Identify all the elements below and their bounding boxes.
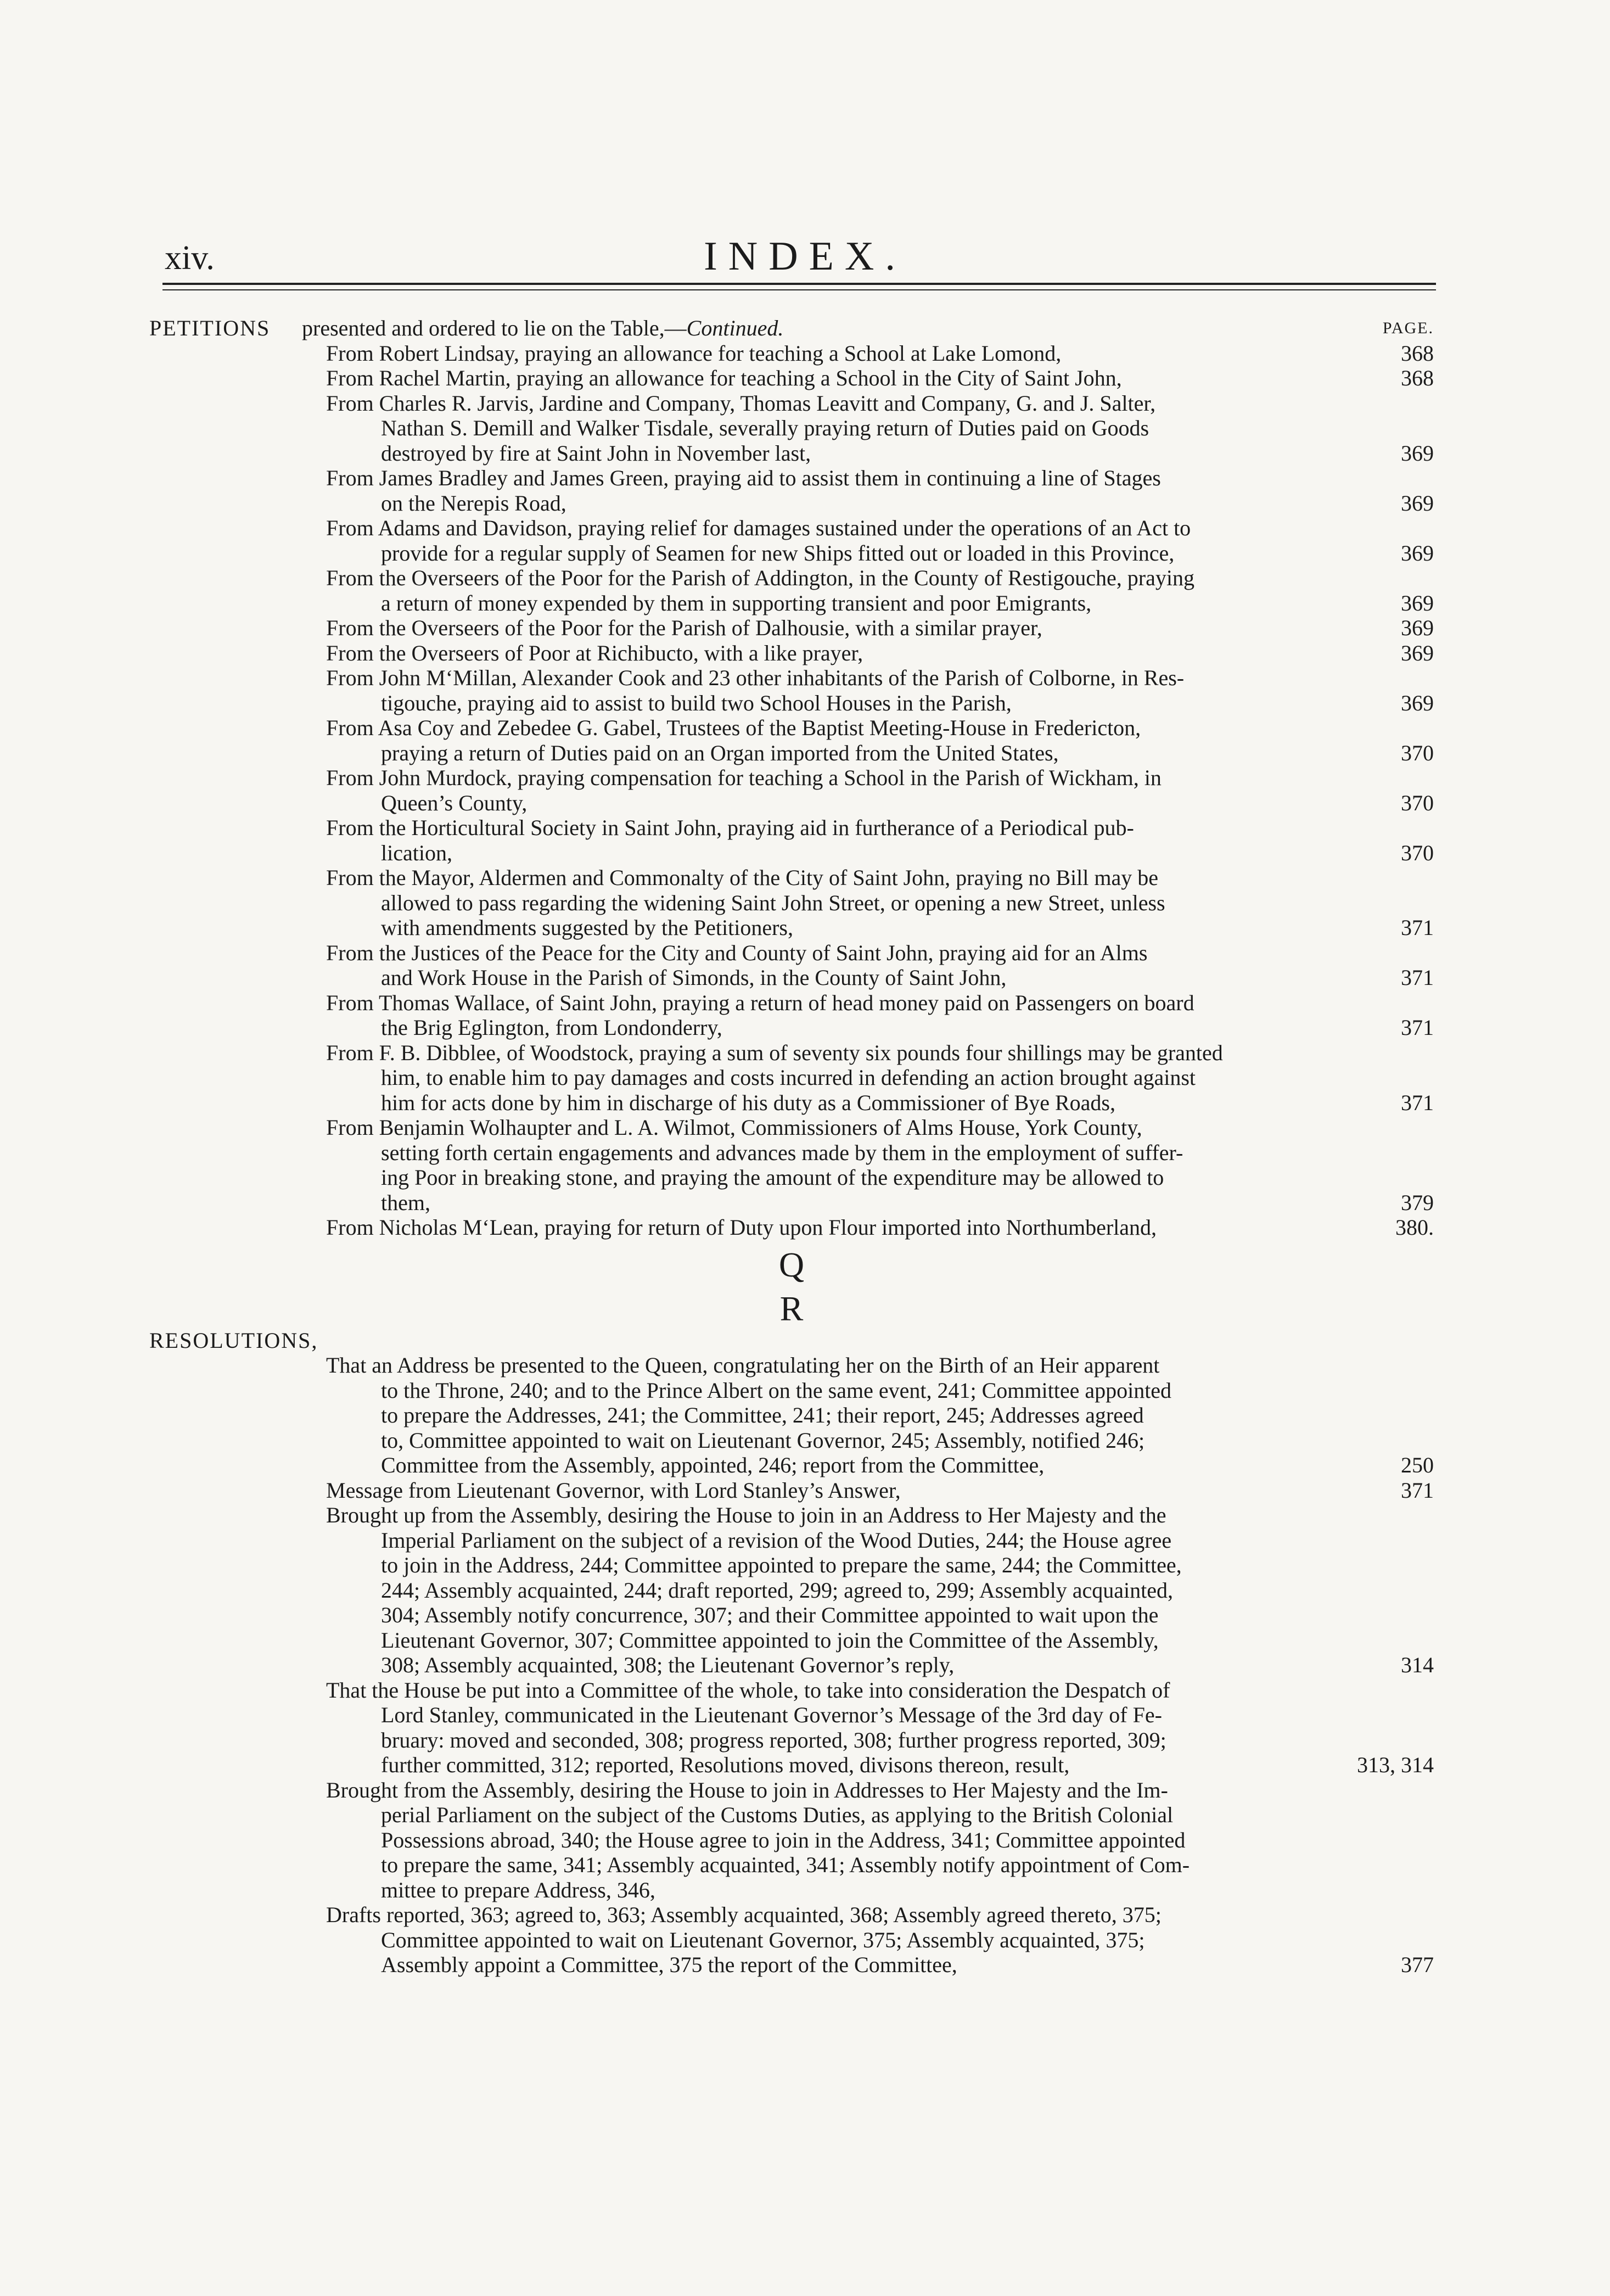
- index-entry: [149, 1902, 1434, 1978]
- index-entry: [149, 341, 1434, 366]
- entry-text: 308; Assembly acquainted, 308; the Lieutenant Governor’s reply,: [381, 1653, 955, 1677]
- entry-page-ref: 377: [1401, 1952, 1434, 1977]
- entry-line: [149, 1603, 1434, 1628]
- entry-text: From Charles R. Jarvis, Jardine and Company, Thomas Leavitt and Company, G. and J. Salter,: [326, 390, 1156, 416]
- page-number: xiv.: [165, 239, 215, 277]
- entry-line: [149, 741, 1434, 766]
- entry-line: [149, 516, 1434, 541]
- entry-page-ref: 370: [1401, 840, 1434, 865]
- entry-text: From the Horticultural Society in Saint John, praying aid in furtherance of a Periodical pub-: [326, 815, 1134, 840]
- entry-text: From Rachel Martin, praying an allowance for teaching a School in the City of Saint John,: [326, 366, 1122, 390]
- entry-line: [149, 1752, 1434, 1778]
- entry-line: [149, 1090, 1434, 1116]
- entry-line: [149, 665, 1434, 691]
- index-entry: [149, 466, 1434, 516]
- entry-line: [149, 1353, 1434, 1378]
- entry-line: [149, 1403, 1434, 1428]
- header-rule-thick: [162, 283, 1436, 285]
- entry-text: 244; Assembly acquainted, 244; draft reported, 299; agreed to, 299; Assembly acquainted,: [381, 1577, 1173, 1603]
- entry-line: [149, 765, 1434, 791]
- entry-text: From Robert Lindsay, praying an allowance for teaching a School at Lake Lomond,: [326, 340, 1062, 366]
- index-entry: [149, 940, 1434, 990]
- entry-text: tigouche, praying aid to assist to build two School Houses in the Parish,: [381, 690, 1012, 715]
- petitions-heading: [149, 316, 1434, 341]
- entry-text: to, Committee appointed to wait on Lieutenant Governor, 245; Assembly, notified 246;: [381, 1427, 1145, 1453]
- entry-text: mittee to prepare Address, 346,: [381, 1877, 655, 1902]
- entry-text: Committee from the Assembly, appointed, 246; report from the Committee,: [381, 1453, 1045, 1477]
- entry-text: further committed, 312; reported, Resolutions moved, divisons thereon, result,: [381, 1752, 1070, 1777]
- entry-line: [149, 1902, 1434, 1928]
- petitions-heading-continued: Continued.: [686, 316, 784, 340]
- entry-line: [149, 865, 1434, 891]
- entry-line: [149, 815, 1434, 841]
- entry-page-ref: 379: [1401, 1190, 1434, 1215]
- entry-text: them,: [381, 1190, 430, 1215]
- entry-page-ref: 370: [1401, 740, 1434, 765]
- entry-text: From James Bradley and James Green, praying aid to assist them in continuing a line of Stages: [326, 466, 1161, 490]
- index-entry: [149, 1353, 1434, 1478]
- entry-text: with amendments suggested by the Petitioners,: [381, 915, 793, 940]
- entry-text: Brought from the Assembly, desiring the House to join in Addresses to Her Majesty and the Im-: [326, 1777, 1168, 1802]
- entry-text: 304; Assembly notify concurrence, 307; and their Committee appointed to wait upon the: [381, 1603, 1159, 1627]
- entry-text: From the Justices of the Peace for the City and County of Saint John, praying aid for an Alms: [326, 940, 1148, 965]
- index-entry: [149, 765, 1434, 815]
- index-entry: [149, 641, 1434, 666]
- entry-page-ref: 371: [1401, 1015, 1434, 1040]
- entry-text: and Work House in the Parish of Simonds, in the County of Saint John,: [381, 965, 1007, 990]
- entry-line: [149, 615, 1434, 641]
- entry-text: ing Poor in breaking stone, and praying the amount of the expenditure may be allowed to: [381, 1165, 1164, 1190]
- entry-page-ref: 250: [1401, 1453, 1434, 1477]
- index-entry: [149, 1778, 1434, 1903]
- entry-text: Imperial Parliament on the subject of a revision of the Wood Duties, 244; the House agree: [381, 1527, 1172, 1553]
- entry-line: [149, 541, 1434, 566]
- entry-text: a return of money expended by them in supporting transient and poor Emigrants,: [381, 590, 1092, 615]
- entry-line: [149, 1852, 1434, 1878]
- entry-text: That the House be put into a Committee of the whole, to take into consideration the Despatch of: [326, 1677, 1170, 1703]
- entry-text: From the Mayor, Aldermen and Commonalty of the City of Saint John, praying no Bill may be: [326, 865, 1158, 890]
- petition-entries: [149, 341, 1434, 1240]
- entry-page-ref: 371: [1401, 1477, 1434, 1503]
- entry-line: [149, 915, 1434, 940]
- entry-page-ref: 369: [1401, 590, 1434, 615]
- entry-line: [149, 366, 1434, 391]
- index-entry: [149, 1478, 1434, 1503]
- entry-line: [149, 715, 1434, 741]
- entry-text: Committee appointed to wait on Lieutenant Governor, 375; Assembly acquainted, 375;: [381, 1927, 1145, 1952]
- entry-text: him, to enable him to pay damages and costs incurred in defending an action brought against: [381, 1065, 1196, 1090]
- entry-line: [149, 1453, 1434, 1478]
- resolution-entries: [149, 1353, 1434, 1978]
- page-header: [0, 228, 1610, 288]
- entry-page-ref: 313, 314: [1357, 1752, 1434, 1777]
- entry-line: [149, 1778, 1434, 1803]
- entry-line: [149, 1115, 1434, 1140]
- entry-line: [149, 1703, 1434, 1728]
- header-rule-thin: [162, 289, 1436, 290]
- entry-line: [149, 1040, 1434, 1066]
- entry-page-ref: 380.: [1395, 1215, 1434, 1240]
- entry-line: [149, 1653, 1434, 1678]
- entry-text: Queen’s County,: [381, 790, 528, 815]
- resolutions-heading: [149, 1328, 1434, 1353]
- entry-page-ref: 371: [1401, 915, 1434, 940]
- entry-text: Drafts reported, 363; agreed to, 363; Assembly acquainted, 368; Assembly agreed thereto, 375;: [326, 1902, 1162, 1927]
- index-entry: [149, 990, 1434, 1040]
- entry-line: [149, 1728, 1434, 1753]
- entry-line: [149, 791, 1434, 816]
- entry-line: [149, 990, 1434, 1016]
- index-entry: [149, 516, 1434, 565]
- entry-text: From F. B. Dibblee, of Woodstock, praying a sum of seventy six pounds four shillings may be granted: [326, 1040, 1223, 1065]
- entry-line: [149, 891, 1434, 916]
- entry-text: From the Overseers of the Poor for the Parish of Addington, in the County of Restigouche, praying: [326, 565, 1194, 590]
- entry-page-ref: 369: [1401, 690, 1434, 715]
- entry-line: [149, 1065, 1434, 1090]
- entry-text: to prepare the Addresses, 241; the Committee, 241; their report, 245; Addresses agreed: [381, 1403, 1144, 1427]
- entry-text: him for acts done by him in discharge of his duty as a Commissioner of Bye Roads,: [381, 1090, 1115, 1115]
- index-entry: [149, 1215, 1434, 1240]
- resolutions-label: RESOLUTIONS,: [149, 1328, 318, 1353]
- entry-page-ref: 371: [1401, 965, 1434, 990]
- index-entry: [149, 615, 1434, 641]
- index-entry: [149, 391, 1434, 466]
- entry-text: From Asa Coy and Zebedee G. Gabel, Trustees of the Baptist Meeting-House in Fredericton,: [326, 715, 1141, 740]
- entry-page-ref: 370: [1401, 790, 1434, 815]
- entry-line: [149, 1503, 1434, 1528]
- entry-line: [149, 1140, 1434, 1166]
- entry-text: bruary: moved and seconded, 308; progress reported, 308; further progress reported, 309;: [381, 1727, 1166, 1752]
- entry-text: Lord Stanley, communicated in the Lieutenant Governor’s Message of the 3rd day of Fe-: [381, 1703, 1162, 1727]
- entry-text: Possessions abroad, 340; the House agree to join in the Address, 341; Committee appointed: [381, 1827, 1186, 1852]
- entry-line: [149, 1378, 1434, 1403]
- entry-text: destroyed by fire at Saint John in November last,: [381, 440, 811, 466]
- entry-line: [149, 641, 1434, 666]
- entry-line: [149, 1190, 1434, 1216]
- entry-line: [149, 491, 1434, 516]
- entry-line: [149, 416, 1434, 441]
- entry-text: Nathan S. Demill and Walker Tisdale, severally praying return of Duties paid on Goods: [381, 416, 1149, 440]
- index-entry: [149, 815, 1434, 865]
- entry-text: setting forth certain engagements and advances made by them in the employment of suffer-: [381, 1140, 1183, 1165]
- entry-page-ref: 369: [1401, 540, 1434, 565]
- entry-text: Assembly appoint a Committee, 375 the report of the Committee,: [381, 1952, 957, 1977]
- entry-line: [149, 1578, 1434, 1603]
- entry-line: [149, 940, 1434, 966]
- entry-text: the Brig Eglington, from Londonderry,: [381, 1015, 722, 1040]
- entry-line: [149, 691, 1434, 716]
- entry-text: provide for a regular supply of Seamen for new Ships fitted out or loaded in this Province,: [381, 540, 1175, 565]
- entry-page-ref: 369: [1401, 615, 1434, 640]
- entry-page-ref: 369: [1401, 490, 1434, 516]
- entry-line: [149, 841, 1434, 866]
- entry-page-ref: 368: [1401, 340, 1434, 366]
- entry-text: From Thomas Wallace, of Saint John, praying a return of head money paid on Passengers on board: [326, 990, 1194, 1015]
- entry-page-ref: 368: [1401, 366, 1434, 390]
- entry-line: [149, 565, 1434, 591]
- index-content: [149, 316, 1434, 1978]
- section-letter-q: Q: [778, 1245, 805, 1284]
- entry-text: allowed to pass regarding the widening Saint John Street, or opening a new Street, unless: [381, 890, 1165, 915]
- entry-text: to prepare the same, 341; Assembly acquainted, 341; Assembly notify appointment of Com-: [381, 1852, 1190, 1877]
- entry-text: Message from Lieutenant Governor, with Lord Stanley’s Answer,: [326, 1477, 901, 1503]
- entry-text: to join in the Address, 244; Committee appointed to prepare the same, 244; the Committee,: [381, 1553, 1182, 1577]
- entry-text: From John Murdock, praying compensation for teaching a School in the Parish of Wickham, in: [326, 765, 1162, 790]
- entry-line: [149, 1165, 1434, 1190]
- entry-text: Brought up from the Assembly, desiring the House to join in an Address to Her Majesty and the: [326, 1503, 1166, 1527]
- entry-text: praying a return of Duties paid on an Organ imported from the United States,: [381, 740, 1059, 765]
- entry-line: [149, 1802, 1434, 1828]
- entry-line: [149, 1628, 1434, 1653]
- entry-text: From the Overseers of the Poor for the Parish of Dalhousie, with a similar prayer,: [326, 615, 1042, 640]
- entry-text: to the Throne, 240; and to the Prince Albert on the same event, 241; Committee appointed: [381, 1377, 1172, 1403]
- entry-text: on the Nerepis Road,: [381, 490, 566, 516]
- index-entry: [149, 715, 1434, 765]
- entry-line: [149, 1478, 1434, 1503]
- entry-page-ref: 371: [1401, 1090, 1434, 1115]
- entry-text: From John M‘Millan, Alexander Cook and 23 other inhabitants of the Parish of Colborne, in Res-: [326, 665, 1185, 690]
- entry-text: From Adams and Davidson, praying relief for damages sustained under the operations of an Act to: [326, 516, 1191, 540]
- index-entry: [149, 1503, 1434, 1678]
- entry-text: perial Parliament on the subject of the Customs Duties, as applying to the British Colonial: [381, 1802, 1174, 1827]
- entry-line: [149, 965, 1434, 990]
- petitions-heading-text: presented and ordered to lie on the Table,—: [302, 316, 687, 340]
- index-entry: [149, 1040, 1434, 1116]
- index-entry: [149, 1115, 1434, 1215]
- entry-line: [149, 1428, 1434, 1453]
- page-title: INDEX.: [704, 234, 906, 279]
- entry-line: [149, 1952, 1434, 1978]
- entry-text: From the Overseers of Poor at Richibucto, with a like prayer,: [326, 640, 863, 665]
- entry-line: [149, 391, 1434, 416]
- entry-line: [149, 591, 1434, 616]
- entry-line: [149, 1878, 1434, 1903]
- petitions-label: PETITIONS: [149, 316, 271, 340]
- index-entry: [149, 865, 1434, 940]
- entry-line: [149, 1678, 1434, 1703]
- index-entry: [149, 665, 1434, 715]
- section-letter-r: R: [779, 1289, 804, 1328]
- entry-page-ref: 369: [1401, 640, 1434, 665]
- entry-text: From Nicholas M‘Lean, praying for return of Duty upon Flour imported into Northumberland,: [326, 1215, 1157, 1240]
- entry-line: [149, 1528, 1434, 1553]
- entry-line: [149, 1828, 1434, 1853]
- entry-page-ref: 314: [1401, 1653, 1434, 1677]
- entry-line: [149, 441, 1434, 466]
- entry-line: [149, 1215, 1434, 1240]
- index-entry: [149, 1678, 1434, 1778]
- entry-text: Lieutenant Governor, 307; Committee appointed to join the Committee of the Assembly,: [381, 1627, 1159, 1653]
- entry-line: [149, 341, 1434, 366]
- entry-line: [149, 466, 1434, 491]
- entry-line: [149, 1928, 1434, 1953]
- index-entry: [149, 366, 1434, 391]
- entry-line: [149, 1015, 1434, 1040]
- entry-text: lication,: [381, 840, 452, 865]
- page-column-label: PAGE.: [1382, 319, 1434, 337]
- entry-text: From Benjamin Wolhaupter and L. A. Wilmot, Commissioners of Alms House, York County,: [326, 1115, 1142, 1140]
- index-entry: [149, 565, 1434, 615]
- entry-text: That an Address be presented to the Queen, congratulating her on the Birth of an Heir apparent: [326, 1353, 1160, 1377]
- entry-page-ref: 369: [1401, 440, 1434, 466]
- entry-line: [149, 1553, 1434, 1578]
